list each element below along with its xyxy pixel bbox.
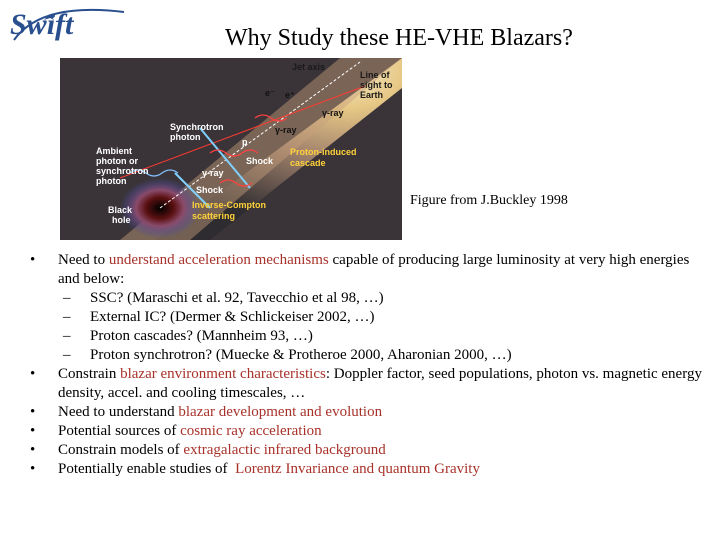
bullet-evolution	[30, 403, 710, 422]
bullet-highlight: cosmic ray acceleration	[180, 423, 322, 439]
label-ambient-3: synchrotron	[96, 166, 149, 176]
sub-item-ssc	[30, 289, 710, 308]
bullet-text: Potential sources of	[58, 423, 181, 439]
label-ambient-2: photon or	[96, 156, 138, 166]
sub-item-external-ic	[30, 308, 710, 327]
dash-marker: –	[63, 290, 71, 306]
bullet-text: Need to understand	[58, 404, 179, 420]
bullet-marker: •	[30, 423, 36, 439]
label-synchrotron: Synchrotron	[170, 122, 224, 132]
bullet-highlight: blazar environment characteristics	[120, 366, 326, 382]
bullet-acceleration	[30, 251, 710, 289]
figure-caption: Figure from J.Buckley 1998	[410, 193, 568, 208]
sub-item-text: Proton cascades? (Mannheim 93, …)	[90, 328, 313, 344]
label-e-plus: e⁺	[285, 90, 295, 100]
bullet-cosmic-ray	[30, 422, 710, 441]
dash-marker: –	[63, 347, 71, 363]
sub-item-text: SSC? (Maraschi et al. 92, Tavecchio et al 98, …)	[90, 290, 384, 306]
bullet-text: Constrain models of	[58, 442, 184, 458]
dash-marker: –	[63, 309, 71, 325]
sub-item-text: External IC? (Dermer & Schlickeiser 2002, …)	[90, 309, 375, 325]
bullet-lorentz	[30, 460, 710, 479]
bullet-text: Need to	[58, 252, 109, 268]
bullet-highlight: Lorentz Invariance and quantum Gravity	[235, 461, 480, 477]
label-line-of-sight: Line of	[360, 70, 390, 80]
label-line-of-sight-3: Earth	[360, 90, 384, 100]
bullet-highlight: extragalactic infrared background	[183, 442, 386, 458]
label-inverse-compton: Inverse-Compton	[192, 200, 267, 210]
bullet-marker: •	[30, 461, 36, 477]
label-proton: p	[242, 137, 248, 147]
label-black-hole: Black	[108, 205, 133, 215]
bullet-highlight: blazar development and evolution	[178, 404, 383, 420]
bullet-infrared	[30, 441, 710, 460]
bullet-marker: •	[30, 442, 36, 458]
dash-marker: –	[63, 328, 71, 344]
swift-logo-graphic	[4, 2, 134, 46]
swift-logo	[4, 2, 134, 46]
label-gamma-1: γ-ray	[322, 108, 344, 118]
sub-item-proton-cascades	[30, 327, 710, 346]
label-proton-cascade: Proton-induced	[290, 147, 357, 157]
label-line-of-sight-2: sight to	[360, 80, 393, 90]
bullet-highlight: understand acceleration mechanisms	[108, 252, 329, 268]
blazar-diagram	[60, 58, 402, 240]
label-shock-2: Shock	[196, 185, 224, 195]
sub-item-text: Proton synchrotron? (Muecke & Protheroe 2000, Aharonian 2000, …)	[90, 347, 512, 363]
label-ambient-4: photon	[96, 176, 127, 186]
label-synchrotron-2: photon	[170, 132, 201, 142]
slide-title: Why Study these HE-VHE Blazars?	[225, 25, 573, 51]
label-ambient: Ambient	[96, 146, 132, 156]
sub-item-proton-synchrotron	[30, 346, 710, 365]
bullet-marker: •	[30, 366, 36, 382]
label-inverse-compton-2: scattering	[192, 211, 236, 221]
bullet-environment	[30, 365, 710, 403]
bullet-marker: •	[30, 252, 36, 268]
label-gamma-3: γ-ray	[202, 168, 224, 178]
bullet-marker: •	[30, 404, 36, 420]
bullet-list	[30, 251, 710, 479]
bullet-text: Potentially enable studies of	[58, 461, 236, 477]
label-proton-cascade-2: cascade	[290, 158, 326, 168]
bullet-text: : Doppler factor, seed populations, photon vs. magnetic energy density, accel. and cooling timescales, …	[58, 366, 702, 401]
bullet-text: capable of producing large luminosity at very high energies and below:	[58, 252, 690, 287]
label-e-minus: e⁻	[265, 88, 275, 98]
label-jet-axis: Jet axis	[292, 62, 326, 72]
logo-text: Swift	[10, 8, 74, 41]
label-shock-1: Shock	[246, 156, 274, 166]
bullet-text: Constrain	[58, 366, 121, 382]
label-black-hole-2: hole	[112, 215, 131, 225]
label-gamma-2: γ-ray	[275, 125, 297, 135]
